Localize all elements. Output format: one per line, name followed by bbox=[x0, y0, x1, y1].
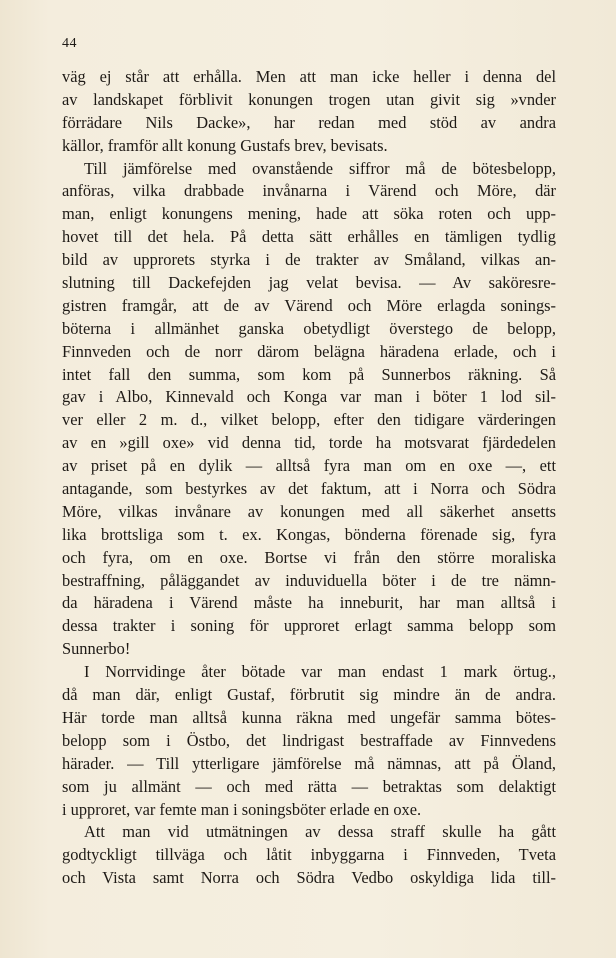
text-line: godtyckligt tillväga och låtit inbyggarna i Finnveden, Tveta bbox=[62, 845, 556, 865]
text-line: då man där, enligt Gustaf, förbrutit sig mindre än de andra. bbox=[62, 685, 556, 705]
text-line: av landskapet förblivit konungen trogen utan givit sig »vnder bbox=[62, 89, 556, 109]
text-line: gistren framgår, att de av Värend och Möre erlagda sonings- bbox=[62, 295, 556, 315]
text-line: Möre, vilkas invånare av konungen med all säkerhet ansetts bbox=[62, 501, 556, 521]
text-line: intet fall den summa, som kom på Sunnerbos räkning. Så bbox=[62, 364, 556, 384]
paragraph bbox=[62, 821, 556, 890]
text-line: Att man vid utmätningen av dessa straff skulle ha gått bbox=[84, 822, 556, 842]
text-line: hovet till det hela. På detta sätt erhålles en tämligen tydlig bbox=[62, 227, 556, 247]
text-line: källor, framför allt konung Gustafs brev, bevisats. bbox=[62, 135, 388, 155]
text-line: väg ej står att erhålla. Men att man icke heller i denna del bbox=[62, 67, 556, 86]
text-line: gav i Albo, Kinnevald och Konga var man i böter 1 lod sil- bbox=[62, 387, 556, 407]
text-line: lika brottsliga som t. ex. Kongas, bönderna förenade sig, fyra bbox=[62, 524, 556, 544]
text-line: ver eller 2 m. d., vilket belopp, efter den tidigare värderingen bbox=[62, 410, 556, 430]
text-line: av en »gill oxe» vid denna tid, torde ha motsvarat fjärdedelen bbox=[62, 433, 556, 453]
text-line: belopp som i Östbo, det lindrigast bestraffade av Finnvedens bbox=[62, 730, 556, 750]
text-line: antagande, som bestyrkes av det faktum, att i Norra och Södra bbox=[62, 479, 556, 499]
paragraph bbox=[62, 158, 556, 662]
text-line: I Norrvidinge åter bötade var man endast 1 mark örtug., bbox=[84, 662, 556, 682]
text-line: man, enligt konungens mening, hade att söka roten och upp- bbox=[62, 204, 556, 224]
text-line: av priset på en dylik — alltså fyra man om en oxe —, ett bbox=[62, 456, 556, 476]
text-line: förrädare Nils Dacke», har redan med stöd av andra bbox=[62, 112, 556, 132]
text-line: Finnveden och de norr därom belägna häradena erlade, och i bbox=[62, 341, 556, 361]
text-line: böterna i allmänhet ganska obetydligt överstego de belopp, bbox=[62, 318, 556, 338]
text-line: bestraffning, påläggandet av induviduella böter i de tre nämn- bbox=[62, 570, 556, 590]
text-line: bild av upprorets styrka i de trakter av Småland, vilkas an- bbox=[62, 250, 556, 270]
page-number: 44 bbox=[62, 36, 77, 51]
text-line: Till jämförelse med ovanstående siffror må de bötesbelopp, bbox=[84, 158, 556, 178]
text-line: och Vista samt Norra och Södra Vedbo oskyldiga lida till- bbox=[62, 868, 556, 888]
text-line: Sunnerbo! bbox=[62, 639, 131, 659]
paragraph bbox=[62, 66, 556, 158]
text-line: i upproret, var femte man i soningsböter erlade en oxe. bbox=[62, 799, 422, 819]
body-text bbox=[62, 66, 556, 890]
text-line: dessa trakter i soning för upproret erlagt samma belopp som bbox=[62, 616, 556, 636]
text-line: slutning till Dackefejden jag velat bevisa. — Av saköresre- bbox=[62, 273, 556, 293]
text-line: Här torde man alltså kunna räkna med ungefär samma bötes- bbox=[62, 707, 556, 727]
text-line: som ju allmänt — och med rätta — betraktas som delaktigt bbox=[62, 776, 556, 796]
text-line: härader. — Till ytterligare jämförelse må nämnas, att på Öland, bbox=[62, 753, 556, 773]
text-line: och fyra, om en oxe. Bortse vi från den större moraliska bbox=[62, 547, 556, 567]
text-line: anföras, vilka drabbade invånarna i Värend och Möre, där bbox=[62, 181, 556, 201]
text-line: da häradena i Värend måste ha inneburit, har man alltså i bbox=[62, 593, 556, 613]
paragraph bbox=[62, 661, 556, 821]
